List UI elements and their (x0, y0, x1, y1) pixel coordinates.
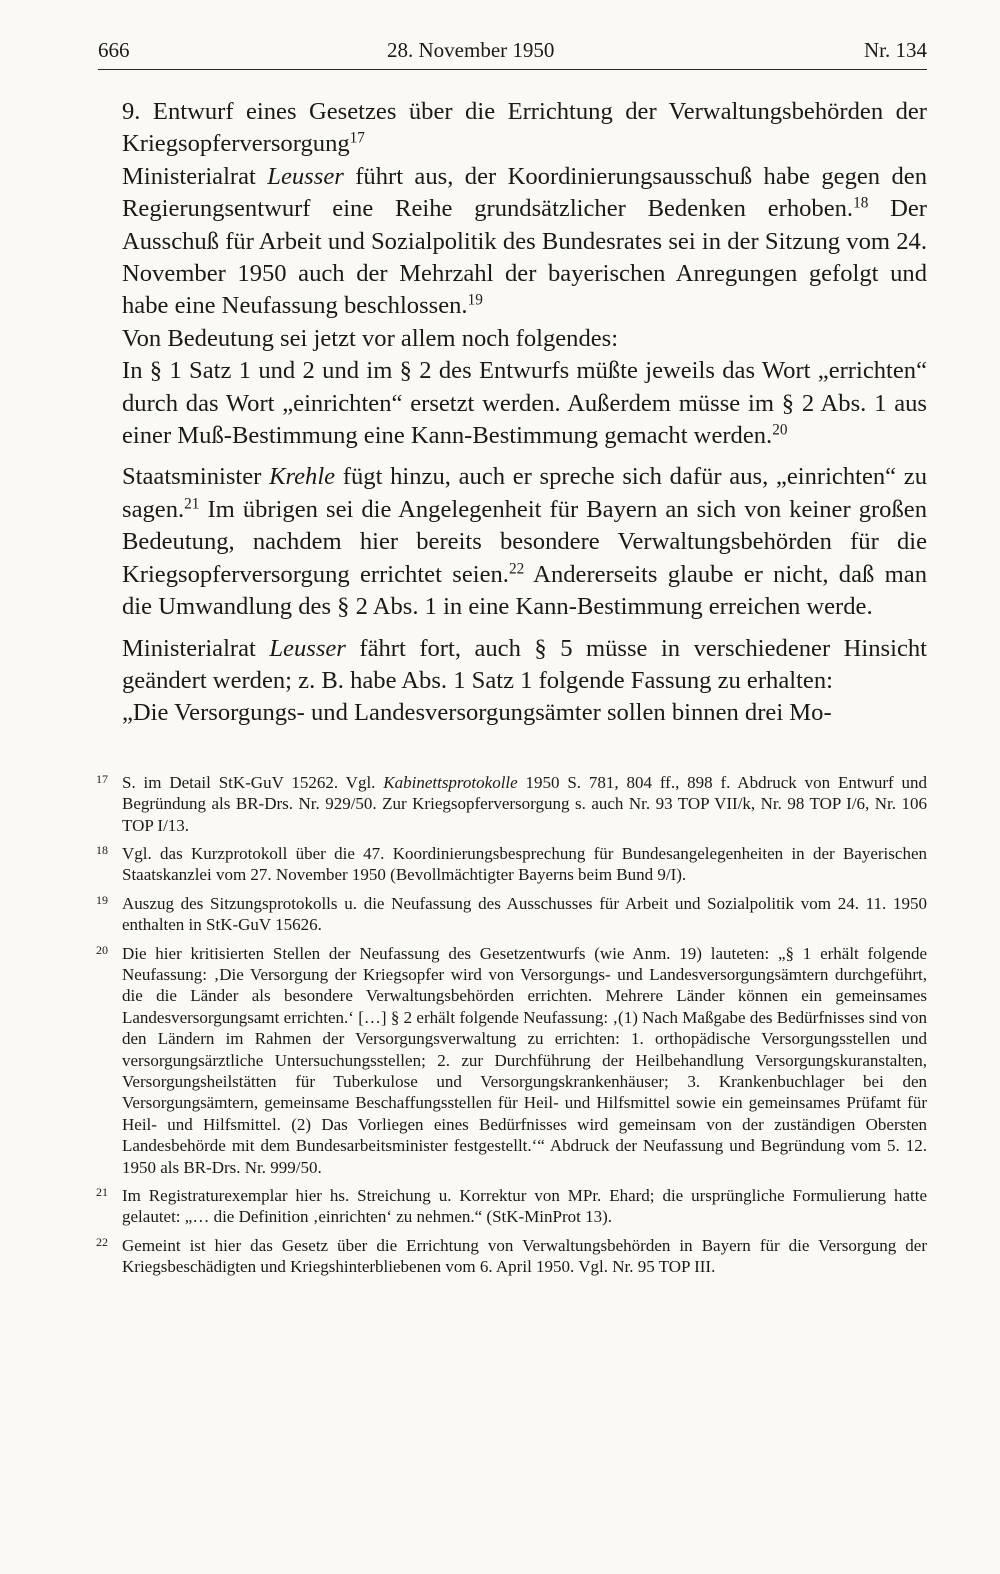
footnote-number: 18 (96, 842, 108, 857)
paragraph: In § 1 Satz 1 und 2 und im § 2 des Entwurfs müßte jeweils das Wort „errichten“ durch das Wort „einrichten“ ersetzt werden. Außerdem müsse im § 2 Abs. 1 aus einer Muß-Bestimmung eine Kann-Bestimmung gemacht werden.$^{20}$ (122, 357, 927, 450)
footnote-ref: 21 (184, 495, 200, 513)
footnote-text: Die hier kritisierten Stellen der Neufassung des Gesetzentwurfs (wie Anm. 19) lauteten: „§ 1 erhält folgende Neufassung: ‚Die Versorgung der Kriegsopfer wird von Versorgungs- und Landesversorgungsämtern durchgeführt, die die Länder als besondere Verwaltungsbehörden errichten. Mehrere Länder können ein gemeinsames Landesversorgungsamt errichten.‘ […] § 2 erhält folgende Neufassung: ‚(1) Nach Maßgabe des Bedürfnisses sind von den Ländern im Rahmen der Versorgungsverwaltung zu errichten: 1. orthopädische Versorgungsstellen und versorgungsärztliche Untersuchungsstellen; 2. zur Durchführung der Heilbehandlung Versorgungskuranstalten, Versorgungsheilstätten für Tuberkulose und Versorgungskrankenhäuser; 3. Krankenbuchlager bei den Versorgungsämtern, gemeinsame Beschaffungsstellen für Heil- und Hilfsmittel sowie ein gemeinsames Prüfamt für Heil- und Hilfsmittel. (2) Das Vorliegen eines Bedürfnisses wird gemeinsam von der zuständigen Obersten Landesbehörde mit dem Bundesarbeitsminister festgestellt.‘“ Abdruck der Neufassung und Begründung vom 5. 12. 1950 als BR-Drs. Nr. 999/50. (122, 943, 927, 1177)
footnote-text: Gemeint ist hier das Gesetz über die Errichtung von Verwaltungsbehörden in Bayern für die Versorgung der Kriegsbeschädigten und Kriegshinterbliebenen vom 6. April 1950. Vgl. Nr. 95 TOP III. (122, 1235, 927, 1277)
footnote-text: Vgl. das Kurzprotokoll über die 47. Koordinierungsbesprechung für Bundesangelegenheiten in der Bayerischen Staatskanzlei vom 27. November 1950 (Bevollmächtigter Bayerns beim Bund 9/I). (122, 843, 927, 885)
footnote-ref: 22 (508, 560, 525, 578)
footnote-number: 19 (96, 892, 108, 907)
footnotes (96, 771, 928, 1278)
footnote (96, 1185, 927, 1228)
footnote-ref: 20 (772, 421, 788, 439)
main-text (122, 96, 927, 730)
quoted-text: „Die Versorgungs- und Landesversorgungsämter sollen binnen drei Mo- (122, 699, 832, 727)
footnote-text: Auszug des Sitzungsprotokolls u. die Neufassung des Ausschusses für Arbeit und Sozialpolitik vom 24. 11. 1950 enthalten in StK-GuV 15626. (122, 893, 927, 935)
footnote-text: Im Registraturexemplar hier hs. Streichung u. Korrektur von MPr. Ehard; die ursprüngliche Formulierung hatte gelautet: „… die Definition ‚einrichten‘ zu nehmen.“ (StK-MinProt 13). (122, 1186, 927, 1227)
footnote (96, 1234, 927, 1278)
footnote (96, 842, 927, 886)
issue-number: Nr. 134 (864, 38, 927, 62)
paragraph: Staatsminister Krehle fügt hinzu, auch er spreche sich dafür aus, „einrichten“ zu sagen.$^{21}$ Im übrigen sei die Angelegenheit für Bayern an sich von keiner großen Bedeutung, nachdem hier bereits besondere Verwaltungsbehörden für die Kriegsopferversorgung errichtet seien.$^{22}$ Andererseits glaube er nicht, daß man die Umwandlung des § 2 Abs. 1 in eine Kann-Bestimmung erreichen werde. (122, 463, 928, 621)
footnote (96, 892, 927, 936)
paragraph: Ministerialrat Leusser fährt fort, auch § 5 müsse in verschiedener Hinsicht geändert werden; z. B. habe Abs. 1 Satz 1 folgende Fassung zu erhalten: (122, 634, 927, 694)
footnote-number: 22 (96, 1234, 108, 1249)
footnote-ref: 19 (467, 292, 483, 310)
footnote-ref: 17 (349, 130, 365, 148)
footnote-number: 21 (96, 1185, 108, 1200)
running-header (98, 38, 927, 70)
footnote: 17 S. im Detail StK-GuV 15262. Vgl. Kabinettsprotokolle 1950 S. 781, 804 ff., 898 f. Abdruck von Entwurf und Begründung als BR-Drs. Nr. 929/50. Zur Kriegsopferversorgung s. auch Nr. 93 TOP VII/k, Nr. 98 TOP I/6, Nr. 106 TOP I/13. (122, 772, 927, 836)
footnote-number: 17 (96, 771, 108, 786)
footnote (96, 942, 927, 1178)
footnote-ref: 18 (853, 194, 869, 212)
agenda-item-heading: 9. Entwurf eines Gesetzes über die Errichtung der Verwaltungsbehörden der Kriegsopferversorgung$^{17}$ (122, 98, 927, 158)
person-name: Leusser (267, 162, 344, 190)
footnote-number: 20 (96, 942, 108, 957)
document-page (96, 38, 928, 1285)
paragraph: Von Bedeutung sei jetzt vor allem noch folgendes: (122, 324, 619, 352)
page-number: 666 (98, 38, 130, 62)
header-date: 28. November 1950 (387, 38, 555, 62)
person-name: Krehle (269, 463, 336, 491)
paragraph: Ministerialrat Leusser führt aus, der Koordinierungsausschuß habe gegen den Regierungsentwurf eine Reihe grundsätzlicher Bedenken erhoben.$^{18}$ Der Ausschuß für Arbeit und Sozialpolitik des Bundesrates sei in der Sitzung vom 24. November 1950 auch der Mehrzahl der bayerischen Anregungen gefolgt und habe eine Neufassung beschlossen.$^{19}$ (122, 162, 928, 320)
person-name: Leusser (269, 634, 346, 662)
